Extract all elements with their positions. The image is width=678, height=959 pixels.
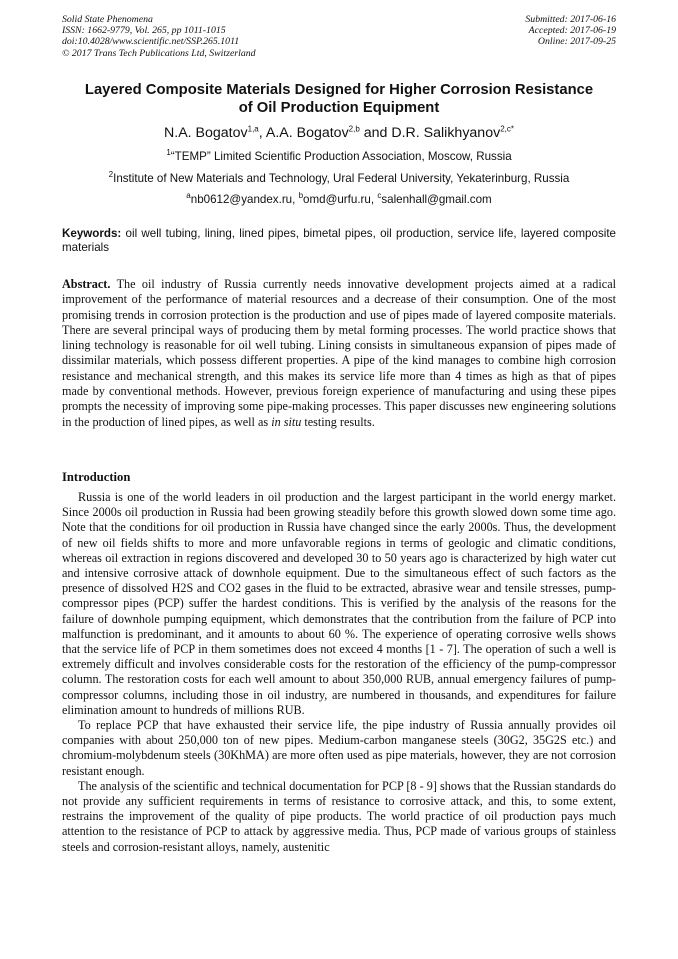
- email-link[interactable]: salenhall@gmail.com: [381, 193, 492, 206]
- section-heading-introduction: Introduction: [62, 470, 131, 484]
- email-separator: ,: [292, 193, 299, 206]
- doi-line[interactable]: doi:10.4028/www.scientific.net/SSP.265.1011: [62, 36, 240, 48]
- author-affil-mark: 1,a: [247, 124, 259, 134]
- keywords-label: Keywords:: [62, 227, 122, 240]
- email-separator: ,: [370, 193, 378, 206]
- paragraph: The analysis of the scientific and technical documentation for PCP [8 - 9] shows that the Russian standards do not provide any sufficient requirements in terms of resistance to corrosive attack, and this, to some extent, restrains the improvement of the quality of pipe products. The world practice of oil production pays much attention to the resistance of PCP to attack by aggressive media. Thus, PCP made of various groups of stainless steels and corrosion-resistant alloys, namely, austenitic: [62, 778, 616, 854]
- paper-title: [40, 81, 638, 117]
- dates-header: [525, 14, 616, 48]
- keywords-text: oil well tubing, lining, lined pipes, bimetal pipes, oil production, service life, layered composite materials: [62, 227, 616, 255]
- affil-mark: 1: [166, 148, 171, 158]
- author-name: D.R. Salikhyanov: [391, 125, 501, 141]
- author-affil-mark: 2,c*: [500, 124, 514, 134]
- paragraph: To replace PCP that have exhausted their service life, the pipe industry of Russia annually provides oil companies with about 250,000 ton of new pipes. Medium-carbon manganese steels (30G2, 35G2S etc.) and chromium-molybdenum steels (30KhMA) are more often used as pipe materials, however, they are not corrosion resistant enough.: [62, 718, 616, 778]
- abstract-text: The oil industry of Russia currently needs innovative development projects aimed at a radical improvement of the performance of material resources and a decrease of their consumption. One of the most promising trends in corrosion protection is the production and use of pipes made of layered composite materials. There are several principal ways of producing them by metal forming processes. The world practice shows that lining technology is reasonable for oil well tubing. Lining consists in simultaneous expansion of pipes made of dissimilar materials, which possess different properties. A pipe of the kind manages to combine high corrosion resistance and mechanical strength, and this makes its service life more than 4 times as high as that of pipes made by conventional methods. However, previous foreign experience of manufacturing and using these pipes prompts the necessity of improving some pipe-making processes. This paper discusses new engineering solutions in the production of lined pipes, as well as: [62, 277, 616, 429]
- introduction-body: [62, 490, 616, 855]
- email-link[interactable]: omd@urfu.ru: [303, 193, 371, 206]
- abstract-block: [62, 277, 616, 430]
- abstract-italic-term: in situ: [271, 414, 302, 429]
- online-date: Online: 2017-09-25: [537, 36, 616, 48]
- issn-line: ISSN: 1662-9779, Vol. 265, pp 1011-1015: [62, 25, 226, 37]
- affil-mark: 2: [108, 170, 114, 180]
- copyright-line: © 2017 Trans Tech Publications Ltd, Switzerland: [62, 47, 256, 59]
- email-list: [40, 193, 638, 207]
- author-name: A.A. Bogatov: [265, 125, 349, 141]
- abstract-label: Abstract.: [62, 277, 111, 291]
- author-separator: and: [359, 125, 392, 141]
- author-name: N.A. Bogatov: [164, 125, 248, 141]
- affil-text: Institute of New Materials and Technology, Ural Federal University, Yekaterinburg, Russia: [113, 172, 570, 185]
- journal-name: Solid State Phenomena: [62, 14, 153, 25]
- author-affil-mark: 2,b: [348, 124, 360, 134]
- title-line-1: Layered Composite Materials Designed for Higher Corrosion Resistance: [84, 82, 594, 98]
- accepted-date: Accepted: 2017-06-19: [528, 25, 616, 37]
- affiliation-1: [40, 150, 638, 164]
- author-list: [40, 124, 638, 142]
- affil-text: “TEMP” Limited Scientific Production Association, Moscow, Russia: [170, 150, 512, 163]
- submitted-date: Submitted: 2017-06-16: [525, 14, 616, 25]
- email-mark: b: [298, 191, 304, 201]
- keywords-block: [62, 227, 616, 256]
- journal-header: [62, 14, 256, 59]
- affiliation-2: [40, 172, 638, 186]
- email-link[interactable]: nb0612@yandex.ru: [190, 193, 293, 206]
- email-mark: a: [186, 191, 191, 201]
- email-mark: c: [377, 191, 382, 201]
- title-line-2: of Oil Production Equipment: [238, 100, 440, 116]
- abstract-text-end: testing results.: [301, 414, 375, 429]
- author-separator: ,: [258, 125, 266, 141]
- paragraph: Russia is one of the world leaders in oil production and the largest participant in the world energy market. Since 2000s oil production in Russia had been growing steadily before this growth slowed down some time ago. Note that the conditions for oil production in Russia have changed since the early 2000s. Thus, the development of new oil fields shifts to more and more unfavorable regions in terms of geologic and climatic conditions, whereas oil extraction in regions discovered and developed 30 to 50 years ago is characterized by high water cut and intensive corrosive attack of downhole equipment. Due to the simultaneous effect of such factors as the presence of dissolved H2S and CO2 gases in the fluid to be extracted, abrasive wear and tensile stresses, pump-compressor pipes (PCP) suffer the hardest conditions. This is verified by the analysis of the reasons for the failure of downhole pumping equipment, which demonstrates that the contribution from the failure of PCP into malfunction is predominant, and it amounts to about 60 %. The experience of operating corrosive wells shows that the service life of PCP in them sometimes does not exceed 4 months [1 - 7]. The operation of such a well is extremely difficult and involves considerable costs for the restoration of the efficiency of the pump-compressor column. The restoration costs for each well amount to about 350,000 RUB, annual emergency failures of pump-compressor columns, including those in oil industry, are numbered in thousands, and expenditures for failure elimination amount to hundreds of millions RUB.: [62, 490, 616, 717]
